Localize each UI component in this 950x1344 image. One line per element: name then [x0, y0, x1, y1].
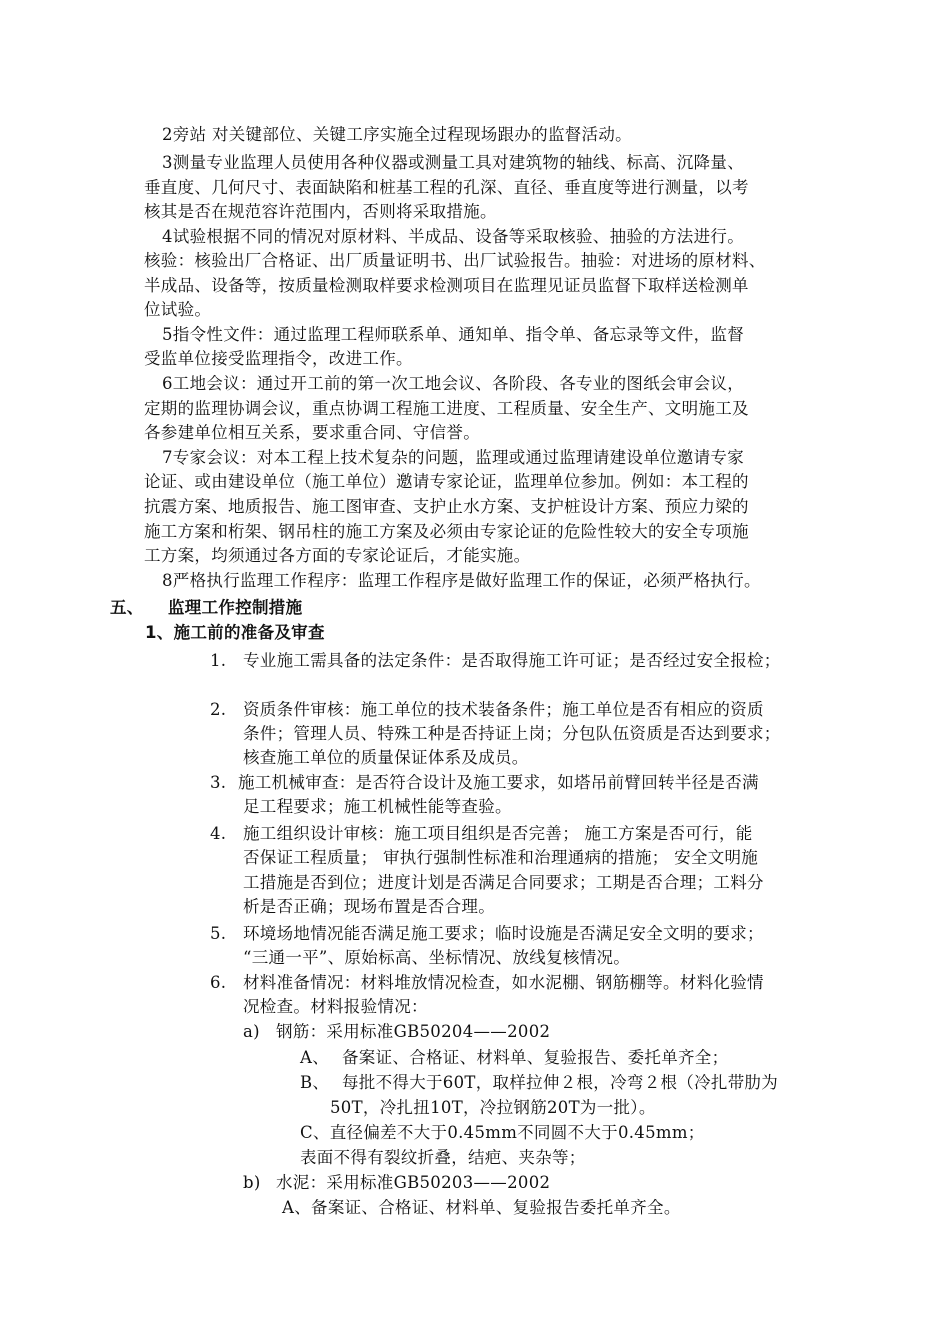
- list-item-line: 施工机械审查：是否符合设计及施工要求，如塔吊前臂回转半径是否满: [238, 773, 759, 792]
- list-item-line: 专业施工需具备的法定条件：是否取得施工许可证；是否经过安全报检；: [243, 651, 781, 670]
- paragraph-line: 8严格执行监理工作程序：监理工作程序是做好监理工作的保证，必须严格执行。: [162, 571, 761, 590]
- paragraph-line: 半成品、设备等，按质量检测取样要求检测项目在监理见证员监督下取样送检测单: [144, 276, 749, 295]
- sub-item-text: 表面不得有裂纹折叠，结疤、夹杂等；: [300, 1148, 586, 1167]
- sub-item-text: 每批不得大于60T，取样拉伸２根，冷弯２根（冷扎带肋为: [342, 1073, 779, 1092]
- section-title: 监理工作控制措施: [168, 598, 303, 617]
- paragraph-line: 2旁站 对关键部位、关键工序实施全过程现场跟办的监督活动。: [162, 125, 632, 144]
- list-item-line: 施工组织设计审核：施工项目组织是否完善； 施工方案是否可行，能: [243, 824, 753, 843]
- paragraph-line: 垂直度、几何尺寸、表面缺陷和桩基工程的孔深、直径、垂直度等进行测量，以考: [144, 178, 749, 197]
- list-item-line: 足工程要求；施工机械性能等查验。: [243, 797, 512, 816]
- list-item-line: 条件；管理人员、特殊工种是否持证上岗；分包队伍资质是否达到要求；: [243, 724, 781, 743]
- list-item-number: 5.: [210, 924, 227, 943]
- material-label: b): [243, 1173, 261, 1192]
- list-item-line: 否保证工程质量； 审执行强制性标准和治理通病的措施； 安全文明施: [243, 848, 759, 867]
- material-label: a): [243, 1022, 260, 1041]
- paragraph-line: 6工地会议：通过开工前的第一次工地会议、各阶段、各专业的图纸会审会议，: [162, 374, 744, 393]
- material-title: 钢筋：采用标准GB50204——2002: [276, 1022, 551, 1041]
- paragraph-line: 工方案，均须通过各方面的专家论证后，才能实施。: [144, 546, 531, 565]
- sub-item-text: C、直径偏差不大于0.45mm不同圆不大于0.45mm；: [300, 1123, 705, 1142]
- list-item-line: “三通一平”、原始标高、坐标情况、放线复核情况。: [243, 948, 631, 967]
- paragraph-line: 位试验。: [144, 300, 212, 319]
- sub-item-label: B、: [300, 1073, 330, 1092]
- material-title: 水泥：采用标准GB50203——2002: [276, 1173, 551, 1192]
- list-item-line: 环境场地情况能否满足施工要求；临时设施是否满足安全文明的要求；: [243, 924, 764, 943]
- sub-item-text: 备案证、合格证、材料单、复验报告、委托单齐全；: [342, 1048, 729, 1067]
- paragraph-line: 核其是否在规范容许范围内，否则将采取措施。: [144, 202, 497, 221]
- list-item-line: 析是否正确；现场布置是否合理。: [243, 897, 495, 916]
- list-item-line: 况检查。材料报验情况：: [243, 997, 428, 1016]
- paragraph-line: 受监单位接受监理指令，改进工作。: [144, 349, 413, 368]
- list-item-line: 资质条件审核：施工单位的技术装备条件；施工单位是否有相应的资质: [243, 700, 764, 719]
- sub-item-text: A、备案证、合格证、材料单、复验报告委托单齐全。: [282, 1198, 681, 1217]
- paragraph-line: 施工方案和桁架、钢吊柱的施工方案及必须由专家论证的危险性较大的安全专项施: [144, 522, 749, 541]
- list-item-line: 核查施工单位的质量保证体系及成员。: [243, 748, 529, 767]
- list-item-number: 3.: [210, 773, 227, 792]
- list-item-line: 工措施是否到位；进度计划是否满足合同要求；工期是否合理；工料分: [243, 873, 764, 892]
- list-item-number: 4.: [210, 824, 227, 843]
- section-number: 五、: [110, 598, 144, 617]
- paragraph-line: 各参建单位相互关系，要求重合同、守信誉。: [144, 423, 480, 442]
- paragraph-line: 定期的监理协调会议，重点协调工程施工进度、工程质量、安全生产、文明施工及: [144, 399, 749, 418]
- paragraph-line: 5指令性文件：通过监理工程师联系单、通知单、指令单、备忘录等文件，监督: [162, 325, 744, 344]
- list-item-number: 6.: [210, 973, 227, 992]
- sub-item-text: 50T，冷扎扭10T，冷拉钢筋20T为一批）。: [330, 1098, 656, 1117]
- list-item-number: 1.: [210, 651, 227, 670]
- paragraph-line: 4试验根据不同的情况对原材料、半成品、设备等采取核验、抽验的方法进行。: [162, 227, 744, 246]
- paragraph-line: 3测量专业监理人员使用各种仪器或测量工具对建筑物的轴线、标高、沉降量、: [162, 153, 744, 172]
- paragraph-line: 抗震方案、地质报告、施工图审查、支护止水方案、支护桩设计方案、预应力梁的: [144, 497, 749, 516]
- list-item-line: 材料准备情况：材料堆放情况检查，如水泥棚、钢筋棚等。材料化验情: [243, 973, 764, 992]
- subsection-title: 1、施工前的准备及审查: [145, 623, 325, 642]
- paragraph-line: 7专家会议：对本工程上技术复杂的问题，监理或通过监理请建设单位邀请专家: [162, 448, 744, 467]
- list-item-number: 2.: [210, 700, 227, 719]
- paragraph-line: 论证、或由建设单位（施工单位）邀请专家论证，监理单位参加。例如：本工程的: [144, 472, 749, 491]
- paragraph-line: 核验：核验出厂合格证、出厂质量证明书、出厂试验报告。抽验：对进场的原材料、: [144, 251, 766, 270]
- sub-item-label: A、: [300, 1048, 330, 1067]
